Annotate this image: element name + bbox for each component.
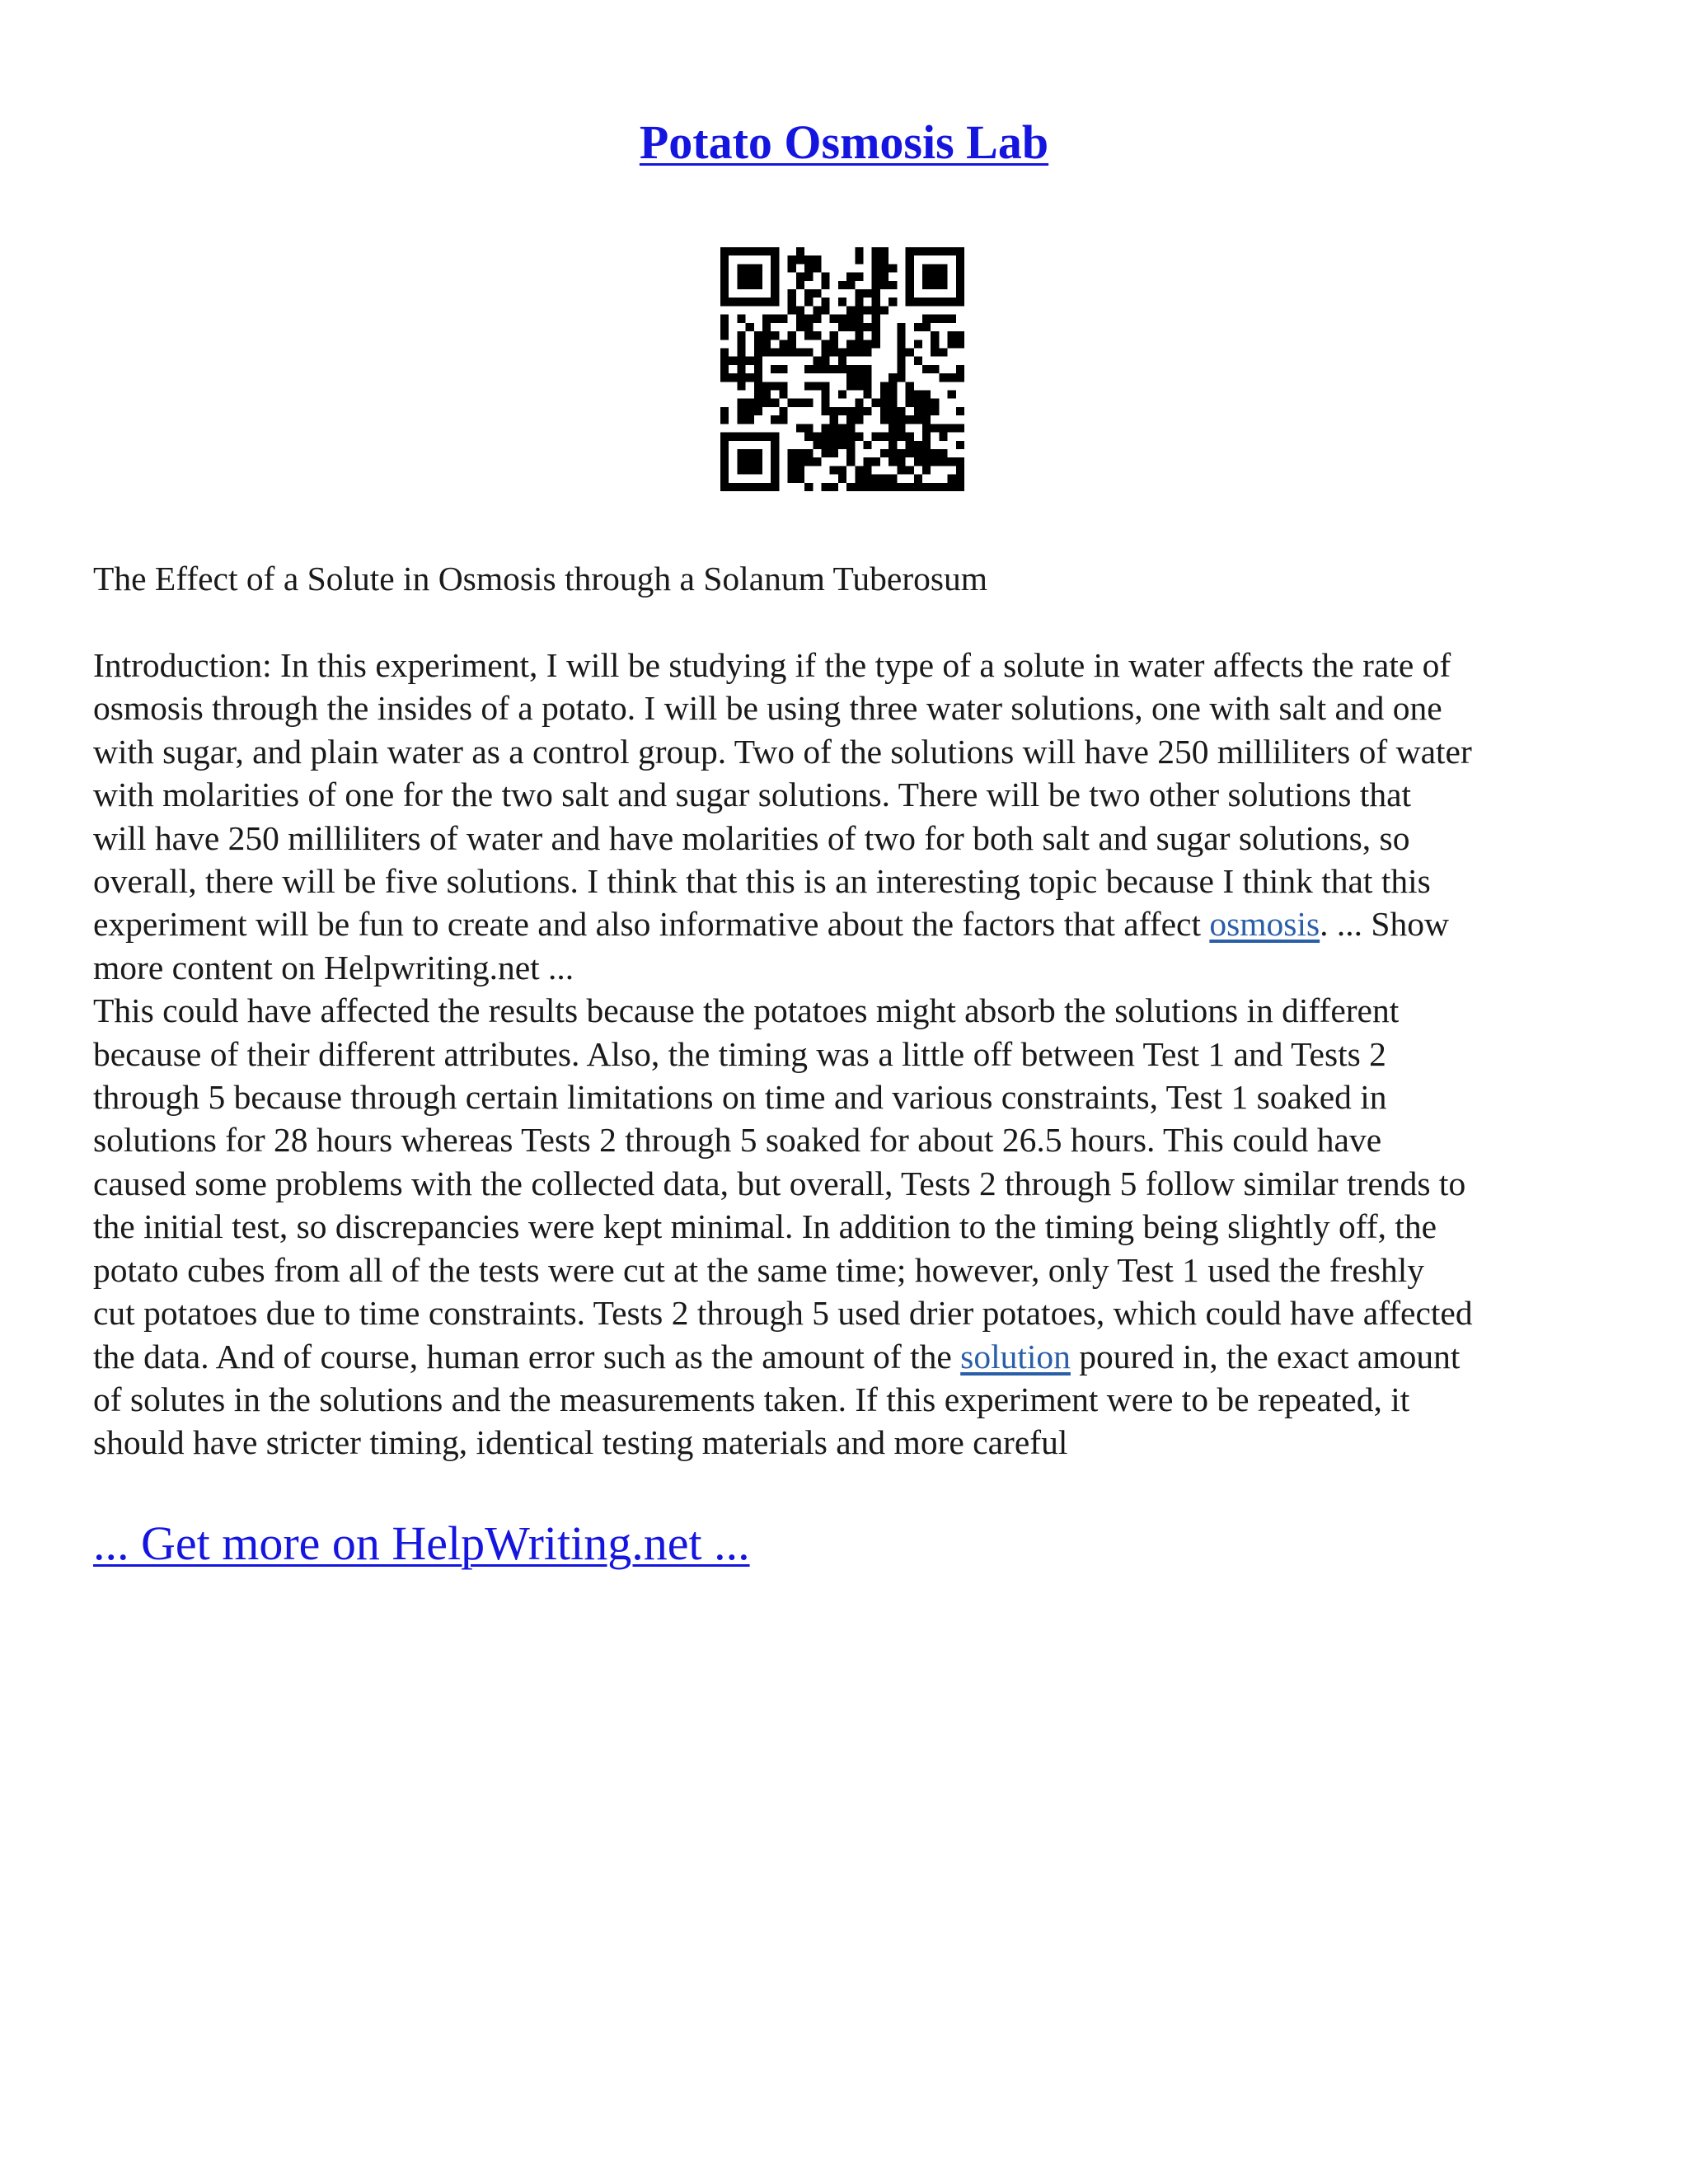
text-line: caused some problems with the collected data, but overall, Tests 2 through 5 follow similar trends to	[93, 1164, 1466, 1202]
text-line: cut potatoes due to time constraints. Tests 2 through 5 used drier potatoes, which could have affected	[93, 1294, 1473, 1333]
text-line: should have stricter timing, identical testing materials and more careful	[93, 1423, 1068, 1462]
text-line: will have 250 milliliters of water and have molarities of two for both salt and sugar solutions, so	[93, 818, 1410, 857]
text-line: solutions for 28 hours whereas Tests 2 through 5 soaked for about 26.5 hours. This could have	[93, 1121, 1382, 1160]
text-line: with sugar, and plain water as a control group. Two of the solutions will have 250 milliliters of water	[93, 732, 1472, 771]
text-line	[93, 902, 1601, 945]
text-line: because of their different attributes. Also, the timing was a little off between Test 1 and Tests 2	[93, 1034, 1386, 1073]
text-line: of solutes in the solutions and the measurements taken. If this experiment were to be repeated, it	[93, 1380, 1410, 1418]
document-body	[93, 644, 1601, 1465]
text-line: overall, there will be five solutions. I think that this is an interesting topic because I think that this	[93, 862, 1431, 901]
text-segment: poured in, the exact amount	[1070, 1337, 1461, 1376]
title-link[interactable]: Potato Osmosis Lab	[639, 115, 1049, 169]
text-line: This could have affected the results because the potatoes might absorb the solutions in different	[93, 991, 1400, 1030]
text-line: osmosis through the insides of a potato. I will be using three water solutions, one with salt and one	[93, 689, 1442, 728]
osmosis-link[interactable]: osmosis	[1209, 905, 1320, 944]
text-line: potato cubes from all of the tests were cut at the same time; however, only Test 1 used the freshly	[93, 1250, 1425, 1289]
text-line: Introduction: In this experiment, I will be studying if the type of a solute in water affects the rate of	[93, 646, 1451, 684]
text-segment: experiment will be fun to create and also informative about the factors that affect	[93, 905, 1210, 944]
get-more-link[interactable]: ... Get more on HelpWriting.net ...	[93, 1516, 750, 1570]
solution-link[interactable]: solution	[960, 1337, 1071, 1376]
document-subtitle: The Effect of a Solute in Osmosis through a Solanum Tuberosum	[93, 560, 988, 598]
text-line: more content on Helpwriting.net ...	[93, 948, 574, 987]
get-more-link-container	[93, 1515, 750, 1572]
text-line: the initial test, so discrepancies were kept minimal. In addition to the timing being slightly off, the	[93, 1207, 1437, 1246]
text-line: through 5 because through certain limitations on time and various constraints, Test 1 soaked in	[93, 1078, 1387, 1117]
text-line: with molarities of one for the two salt and sugar solutions. There will be two other solutions that	[93, 776, 1412, 814]
qr-code-icon	[720, 247, 964, 491]
text-segment: . ... Show	[1320, 905, 1449, 944]
page-title	[0, 114, 1688, 171]
text-segment: the data. And of course, human error such as the amount of the	[93, 1337, 961, 1376]
text-line	[93, 1335, 1601, 1378]
